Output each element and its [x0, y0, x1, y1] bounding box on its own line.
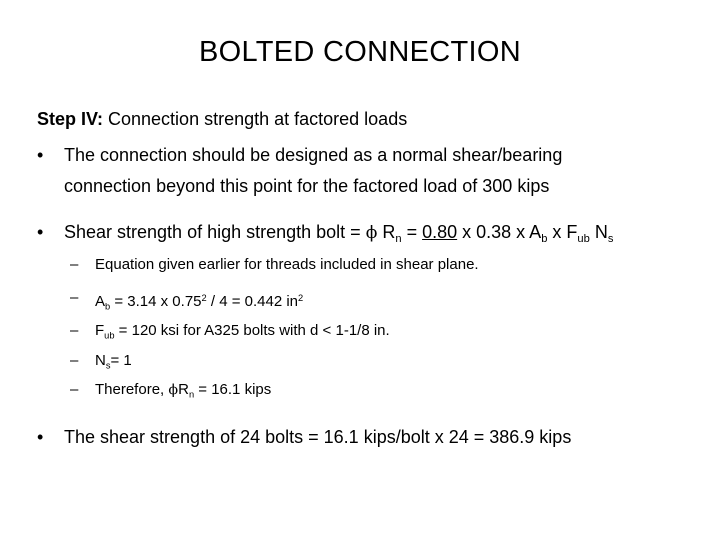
subitem-2-a: A: [95, 293, 106, 311]
subitem-2-a-sub: b: [105, 301, 111, 312]
bullet-1-line-1: The connection should be designed as a normal shear/bearing: [64, 145, 563, 165]
subitem-2-mid: = 3.14 x 0.75: [110, 293, 202, 311]
subitem-5: [95, 378, 271, 406]
subitem-2-rest: / 4 = 0.442 in: [206, 293, 299, 311]
formula-n-sub: s: [607, 232, 614, 245]
subitem-5-pre: Therefore,: [95, 381, 169, 398]
formula-f: x F: [547, 222, 578, 242]
subitem-2-sup2: 2: [298, 293, 304, 303]
formula-f-sub: ub: [577, 232, 590, 245]
bullet-marker: •: [37, 427, 44, 447]
step-label: Step IV:: [37, 109, 104, 129]
subitem-4: [95, 349, 132, 377]
bullet-2-shear-formula: [64, 216, 613, 255]
formula-mid: x 0.38 x A: [457, 222, 542, 242]
step-heading: [37, 107, 407, 131]
dash-marker: –: [70, 289, 79, 306]
dash-marker: –: [70, 381, 79, 398]
step-text: Connection strength at factored loads: [103, 109, 408, 129]
subitem-2: [95, 286, 303, 318]
formula-a-sub: b: [541, 232, 548, 245]
bullet-marker: •: [37, 145, 44, 165]
subitem-3-f-sub: ub: [104, 330, 115, 341]
dash-marker: –: [70, 322, 79, 339]
formula-equals: =: [401, 222, 423, 242]
formula-prefix: Shear strength of high strength bolt =: [64, 222, 366, 242]
subitem-4-n-sub: s: [105, 360, 111, 371]
subitem-3-rest: = 120 ksi for A325 bolts with d < 1-1/8 in.: [114, 322, 390, 339]
dash-marker: –: [70, 256, 79, 273]
subitem-2-sup1: 2: [201, 293, 207, 303]
bullet-3-total-strength: The shear strength of 24 bolts = 16.1 kips/bolt x 24 = 386.9 kips: [64, 427, 572, 447]
dash-marker: –: [70, 352, 79, 369]
formula-factor: 0.80: [422, 222, 458, 242]
subitem-4-rest: = 1: [110, 352, 132, 369]
formula-r: R: [377, 222, 396, 242]
subitem-5-r-sub: n: [188, 389, 195, 400]
slide-title: BOLTED CONNECTION: [199, 36, 521, 68]
formula-n: N: [589, 222, 608, 242]
bullet-1-line-2: connection beyond this point for the factored load of 300 kips: [64, 176, 550, 196]
subitem-3: [95, 319, 390, 347]
formula-r-sub: n: [395, 232, 402, 245]
phi-symbol: ϕ: [168, 382, 179, 398]
subitem-3-f: F: [95, 322, 105, 339]
bullet-marker: •: [37, 222, 44, 242]
subitem-4-n: N: [95, 352, 106, 369]
phi-symbol: ϕ: [365, 223, 378, 243]
subitem-5-r: R: [178, 381, 189, 398]
subitem-1: Equation given earlier for threads included in shear plane.: [95, 256, 479, 273]
subitem-5-rest: = 16.1 kips: [194, 381, 272, 398]
